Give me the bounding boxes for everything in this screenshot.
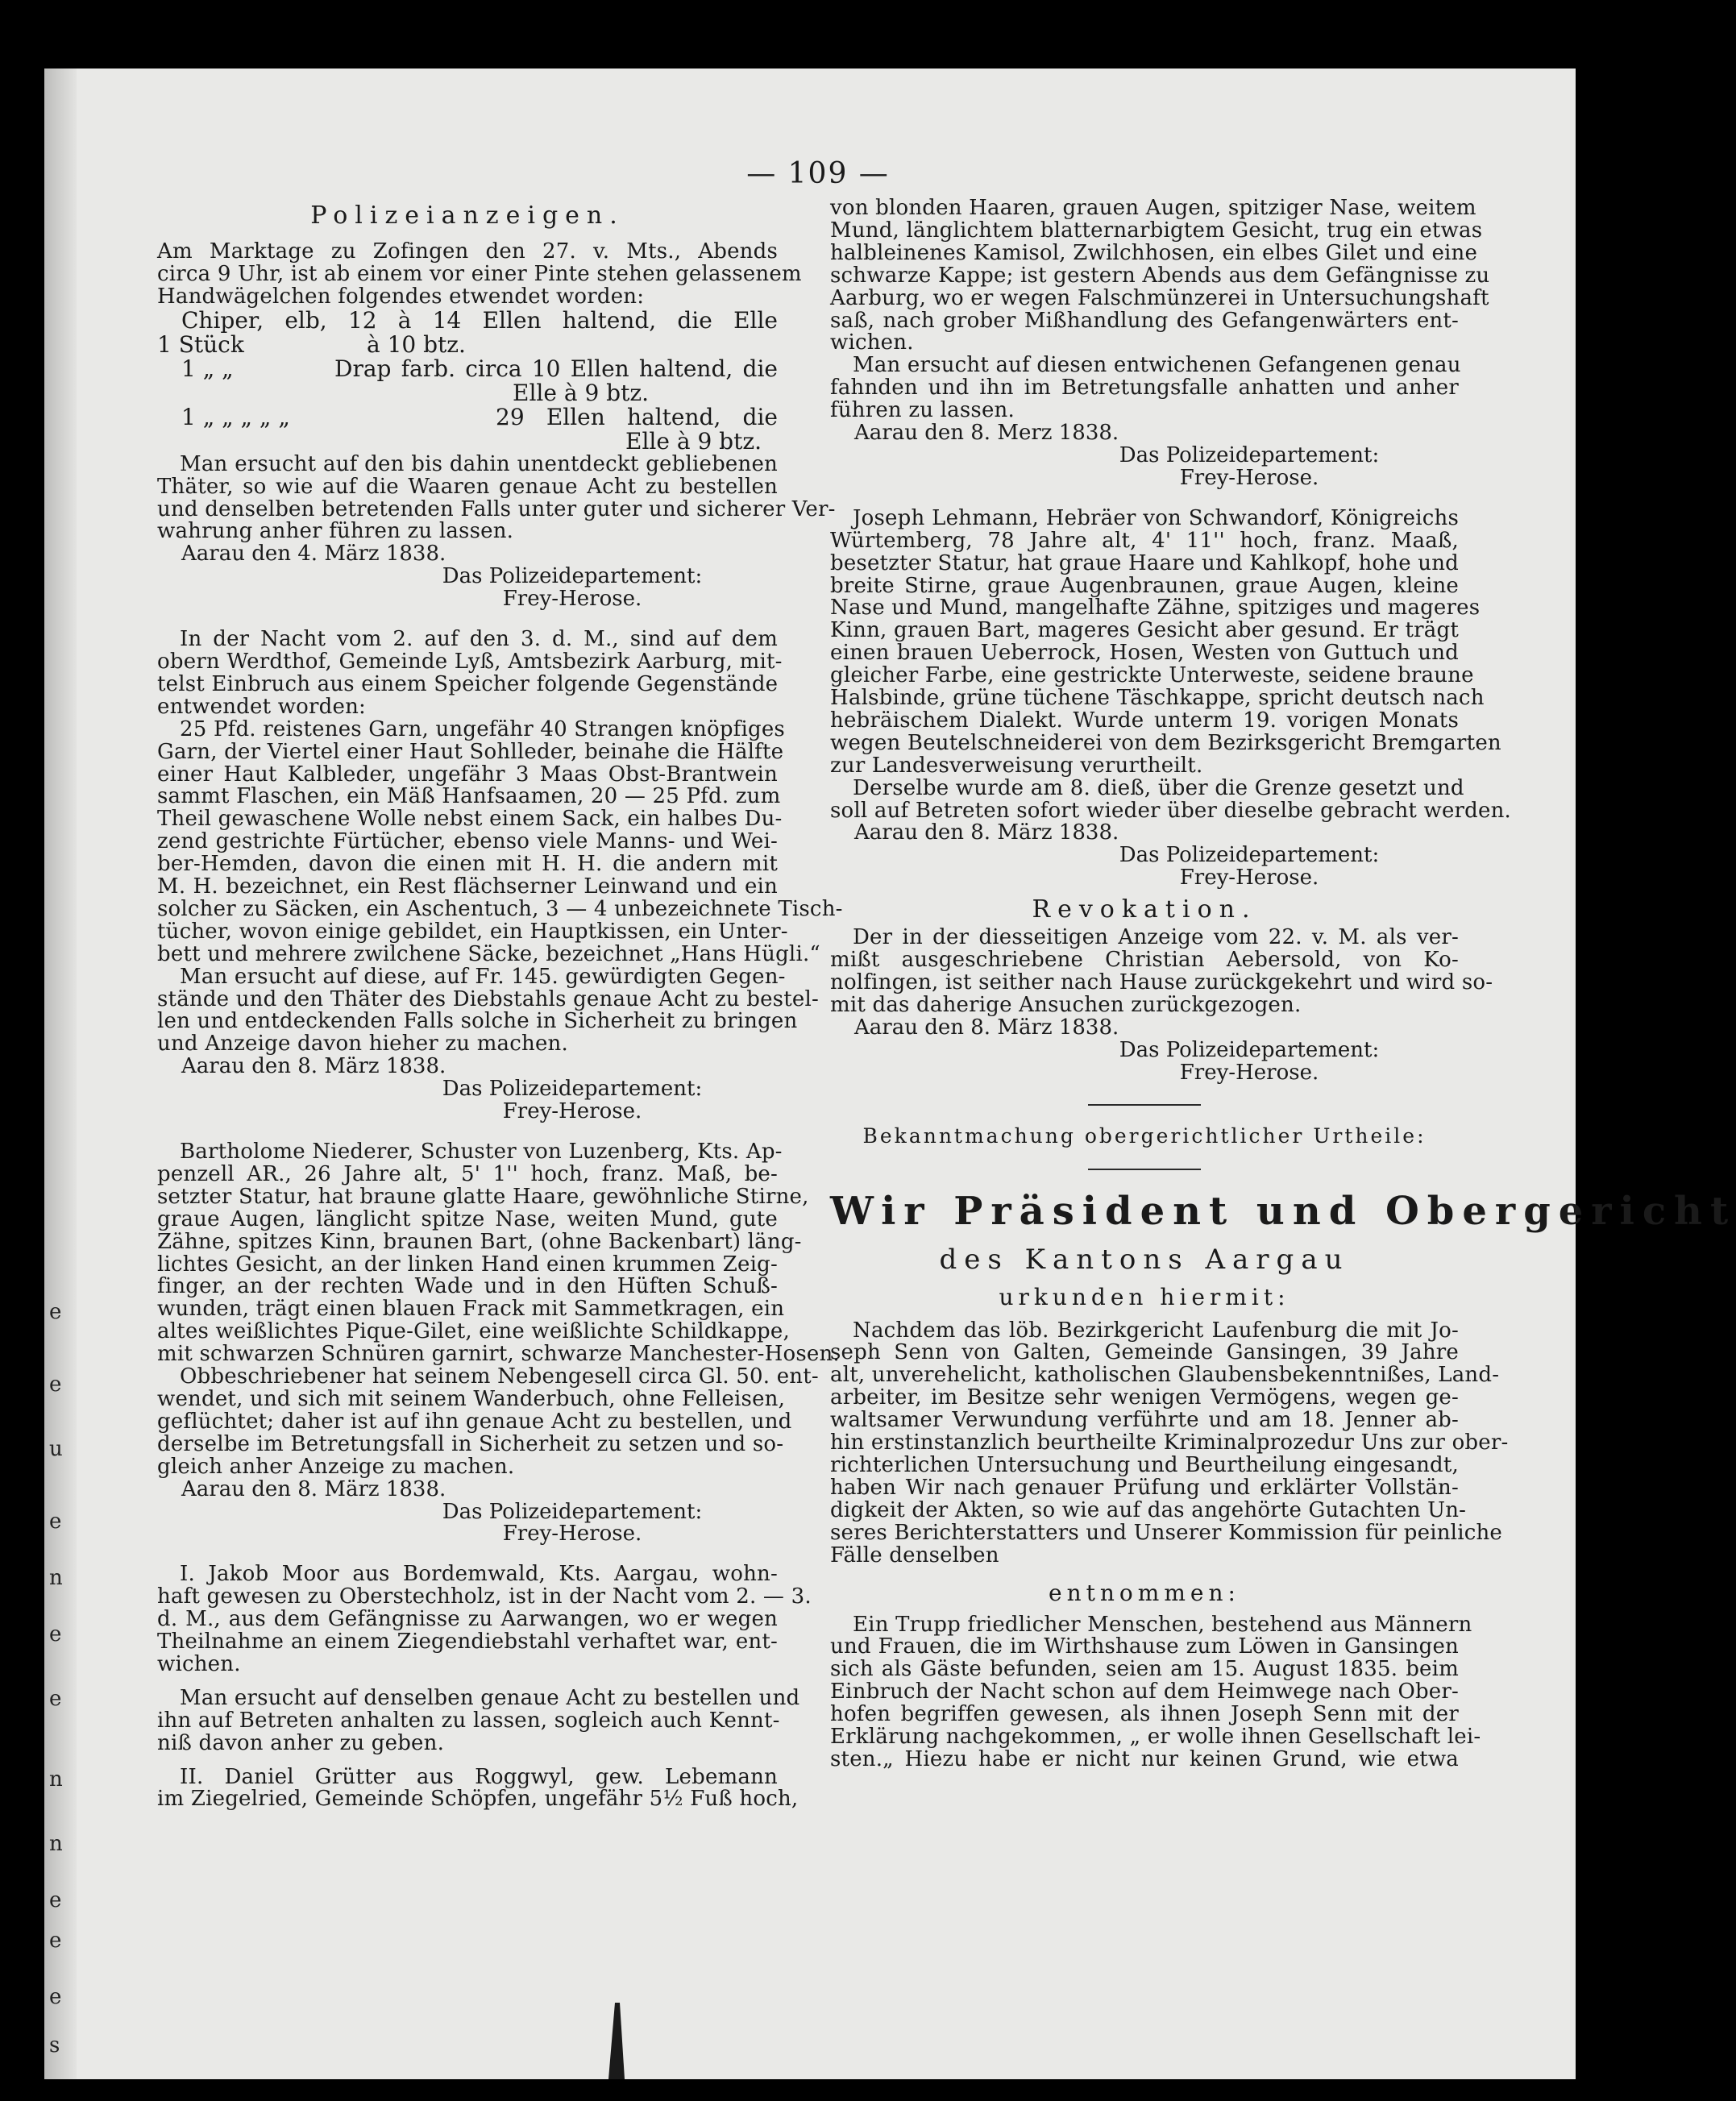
text-line: im Ziegelried, Gemeinde Schöpfen, ungefähr 5½ Fuß hoch,: [157, 1787, 799, 1812]
text-line: soll auf Betreten sofort wieder über dieselbe gebracht werden.: [830, 798, 1512, 823]
signature-name: Frey-Herose.: [1179, 1060, 1319, 1085]
text-line: einer Haut Kalbleder, ungefähr 3 Maas Obst-Brantwein: [157, 762, 778, 787]
dateline: Aarau den 8. März 1838.: [854, 1015, 1119, 1040]
margin-char: n: [49, 1767, 63, 1792]
text-line: Handwägelchen folgendes etwendet worden:: [157, 284, 645, 309]
notice-market-theft: [157, 239, 836, 612]
text-line: 25 Pfd. reistenes Garn, ungefähr 40 Strangen knöpfiges: [180, 716, 785, 741]
text-line: telst Einbruch aus einem Speicher folgende Gegenstände: [157, 671, 779, 696]
text-line: Ein Trupp friedlicher Menschen, bestehend aus Männern: [853, 1612, 1472, 1637]
text-line: sich als Gäste befunden, seien am 15. August 1835. beim: [830, 1657, 1459, 1682]
text-line: halbleinenes Kamisol, Zwilchhosen, ein elbes Gilet und eine: [830, 240, 1478, 265]
item-cont: à 10 btz.: [367, 330, 466, 358]
text-line: Fälle denselben: [830, 1543, 999, 1567]
revocation-heading: Revokation.: [1032, 895, 1257, 924]
item-line: [157, 330, 778, 358]
text-line: wunden, trägt einen blauen Frack mit Sammetkragen, ein: [157, 1297, 785, 1322]
text-line: gleich anher Anzeige zu machen.: [157, 1454, 515, 1479]
signature-name: Frey-Herose.: [502, 1522, 642, 1547]
text-line: führen zu lassen.: [830, 398, 1015, 423]
notice-revocation: [830, 895, 1493, 1085]
item-cont: Elle à 9 btz.: [513, 379, 649, 406]
text-line: I. Jakob Moor aus Bordemwald, Kts. Aargau, wohn-: [180, 1562, 778, 1587]
text-line: Theil gewaschene Wolle nebst einem Sack, ein halbes Du-: [157, 807, 783, 832]
notice-lehmann: [830, 505, 1512, 891]
margin-char: n: [49, 1566, 63, 1590]
text-line: geflüchtet; daher ist auf ihn genaue Acht zu bestellen, und: [157, 1409, 792, 1434]
item-qty: 1 Stück: [157, 330, 244, 358]
text-line: Nachdem das löb. Bezirkgericht Laufenburg die mit Jo-: [853, 1318, 1459, 1343]
text-line: wahrung anher führen zu lassen.: [157, 519, 514, 544]
text-line: Kinn, grauen Bart, mageres Gesicht aber gesund. Er trägt: [830, 618, 1459, 643]
text-line: ihn auf Betreten anhalten zu lassen, sogleich auch Kennt-: [157, 1708, 780, 1733]
text-line: Nase und Mund, mangelhafte Zähne, spitziges und mageres: [830, 596, 1481, 621]
notice-continuation: [830, 196, 1490, 490]
taken-heading: entnommen:: [1049, 1579, 1240, 1606]
text-line: Bartholome Niederer, Schuster von Luzenberg, Kts. Ap-: [180, 1140, 783, 1164]
text-line: mit das daherige Ansuchen zurückgezogen.: [830, 992, 1302, 1017]
text-line: M. H. bezeichnet, ein Rest flächserner Leinwand und ein: [157, 874, 778, 899]
text-line: nolfingen, ist seither nach Hause zurückgekehrt und wird so-: [830, 970, 1493, 994]
item-line: [157, 306, 778, 334]
text-line: schwarze Kappe; ist gestern Abends aus dem Gefängnisse zu: [830, 263, 1490, 288]
text-line: alt, unverehelicht, katholischen Glaubensbekenntnißes, Land-: [830, 1363, 1500, 1388]
text-line: und Frauen, die im Wirthshause zum Löwen in Gansingen: [830, 1634, 1459, 1659]
text-line: tücher, wovon einige gebildet, ein Hauptkissen, ein Unter-: [157, 919, 788, 944]
signature-name: Frey-Herose.: [502, 1099, 642, 1124]
signature-title: Das Polizeidepartement:: [1119, 442, 1380, 467]
margin-char: e: [49, 1300, 62, 1324]
text-line: II. Daniel Grütter aus Roggwyl, gew. Lebemann: [180, 1764, 778, 1789]
court-formula: urkunden hiermit:: [999, 1283, 1290, 1310]
text-line: altes weißlichtes Pique-Gilet, eine weißlichte Schildkappe,: [157, 1319, 790, 1344]
text-line: hebräischem Dialekt. Wurde unterm 19. vorigen Monats: [830, 708, 1459, 733]
text-line: Einbruch der Nacht schon auf dem Heimwege nach Ober-: [830, 1680, 1459, 1704]
margin-char: e: [49, 1687, 62, 1711]
text-line: d. M., aus dem Gefängnisse zu Aarwangen, wo er wegen: [157, 1607, 778, 1632]
text-line: solcher zu Säcken, ein Aschentuch, 3 — 4 unbezeichnete Tisch-: [157, 896, 843, 921]
text-line: saß, nach grober Mißhandlung des Gefangenwärters ent-: [830, 308, 1459, 333]
right-column: [830, 196, 1736, 1771]
text-line: setzter Statur, hat braune glatte Haare, gewöhnliche Stirne,: [157, 1184, 809, 1209]
section-heading: Polizeianzeigen.: [310, 201, 625, 230]
text-line: gleicher Farbe, eine gestrickte Unterweste, seidene braune: [830, 663, 1474, 688]
text-line: Man ersucht auf diese, auf Fr. 145. gewürdigten Gegen-: [180, 964, 786, 989]
text-line: seres Berichterstatters und Unserer Kommission für peinliche: [830, 1520, 1503, 1545]
signature-title: Das Polizeidepartement:: [1119, 843, 1380, 868]
item-desc: Drap farb. circa 10 Ellen haltend, die: [334, 355, 778, 382]
text-line: fahnden und ihn im Betretungsfalle anhatten und anher: [830, 376, 1459, 401]
text-line: breite Stirne, graue Augenbraunen, graue Augen, kleine: [830, 573, 1459, 598]
judgment-facts: [830, 1612, 1481, 1771]
dateline: Aarau den 8. März 1838.: [181, 1054, 446, 1079]
announcement-heading: Bekanntmachung obergerichtlicher Urtheile:: [862, 1123, 1427, 1148]
divider: [1088, 1104, 1201, 1106]
text-line: Am Marktage zu Zofingen den 27. v. Mts., Abends: [157, 239, 778, 264]
court-title: Wir Präsident und Obergericht: [830, 1188, 1736, 1234]
text-line: obern Werdthof, Gemeinde Lyß, Amtsbezirk Aarburg, mit-: [157, 649, 783, 674]
text-line: Mund, länglichtem blatternarbigtem Gesicht, trug ein etwas: [830, 218, 1483, 243]
left-column: [157, 197, 843, 1812]
text-line: Obbeschriebener hat seinem Nebengesell circa Gl. 50. ent-: [180, 1364, 819, 1389]
notice-fugitive-niederer: [157, 1140, 840, 1547]
item-cont: Elle à 9 btz.: [625, 427, 762, 455]
notice-burglary: [157, 627, 843, 1124]
dateline: Aarau den 8. März 1838.: [854, 820, 1119, 845]
text-line: wendet, und sich mit seinem Wanderbuch, ohne Felleisen,: [157, 1386, 786, 1411]
text-line: haben Wir nach genauer Prüfung und erklärter Vollstän-: [830, 1475, 1459, 1500]
item-qty: 1 „ „: [181, 355, 234, 382]
margin-char: e: [49, 1929, 62, 1953]
item-qty: 1 „ „ „ „ „: [181, 403, 290, 430]
text-line: sten.„ Hiezu habe er nicht nur keinen Grund, wie etwa: [830, 1746, 1459, 1771]
text-line: lichtes Gesicht, an der linken Hand einen krummen Zeig-: [157, 1252, 778, 1277]
signature-name: Frey-Herose.: [1179, 465, 1319, 490]
text-line: zur Landesverweisung verurtheilt.: [830, 753, 1203, 778]
text-line: Halsbinde, grüne tüchene Täschkappe, spricht deutsch nach: [830, 686, 1485, 711]
margin-char: e: [49, 1888, 62, 1912]
text-line: Zähne, spitzes Kinn, braunen Bart, (ohne Backenbart) läng-: [157, 1229, 802, 1254]
text-line: Joseph Lehmann, Hebräer von Schwandorf, Königreichs: [853, 505, 1459, 530]
item-desc: Chiper, elb, 12 à 14 Ellen haltend, die Elle: [181, 306, 778, 334]
text-line: ber-Hemden, davon die einen mit H. H. die andern mit: [157, 852, 778, 877]
judgment-intro: [830, 1318, 1509, 1567]
signature-name: Frey-Herose.: [502, 587, 642, 612]
margin-char: e: [49, 1372, 62, 1397]
text-line: hofen begriffen gewesen, als ihnen Joseph Senn mit der: [830, 1702, 1459, 1727]
divider: [1088, 1169, 1201, 1170]
margin-char: e: [49, 1985, 62, 2009]
text-line: graue Augen, länglicht spitze Nase, weiten Mund, gute: [157, 1206, 778, 1231]
text-line: Der in der diesseitigen Anzeige vom 22. v. M. als ver-: [853, 925, 1459, 950]
previous-page-edge: [44, 69, 77, 2079]
item-line: [157, 357, 778, 381]
text-line: Theilnahme an einem Ziegendiebstahl verhaftet war, ent-: [157, 1630, 778, 1655]
margin-char: e: [49, 1509, 62, 1534]
text-line: Derselbe wurde am 8. dieß, über die Grenze gesetzt und: [853, 775, 1464, 800]
text-line: wichen.: [157, 1651, 241, 1676]
text-line: einen brauen Ueberrock, Hosen, Westen von Guttuch und: [830, 641, 1459, 666]
text-line: Garn, der Viertel einer Haut Sohlleder, beinahe die Hälfte: [157, 739, 784, 764]
text-line: hin erstinstanzlich beurtheilte Kriminalprozedur Uns zur ober-: [830, 1430, 1509, 1455]
text-line: entwendet worden:: [157, 694, 366, 719]
signature-title: Das Polizeidepartement:: [442, 564, 703, 589]
signature-title: Das Polizeidepartement:: [442, 1499, 703, 1524]
notice-fugitive-moor: [157, 1562, 812, 1812]
text-line: bett und mehrere zwilchene Säcke, bezeichnet „Hans Hügli.“: [157, 941, 820, 966]
text-line: waltsamer Verwundung verführte und am 18. Jenner ab-: [830, 1408, 1459, 1433]
text-line: len und entdeckenden Falls solche in Sicherheit zu bringen: [157, 1009, 798, 1034]
text-line: und Anzeige davon hieher zu machen.: [157, 1032, 568, 1057]
dateline: Aarau den 8. März 1838.: [181, 1476, 446, 1501]
paper-tear: [608, 2003, 625, 2079]
text-line: In der Nacht vom 2. auf den 3. d. M., sind auf dem: [180, 627, 778, 652]
text-line: digkeit der Akten, so wie auf das angehörte Gutachten Un-: [830, 1497, 1467, 1522]
text-line: stände und den Thäter des Diebstahls genaue Acht zu bestel-: [157, 986, 819, 1011]
text-line: derselbe im Betretungsfall in Sicherheit zu setzen und so-: [157, 1431, 784, 1456]
text-line: penzell AR., 26 Jahre alt, 5' 1'' hoch, franz. Maß, be-: [157, 1161, 778, 1186]
margin-char: s: [49, 2033, 60, 2057]
item-desc: 29 Ellen haltend, die: [496, 403, 778, 430]
text-line: haft gewesen zu Oberstechholz, ist in der Nacht vom 2. — 3.: [157, 1584, 812, 1609]
text-line: Würtemberg, 78 Jahre alt, 4' 11'' hoch, franz. Maaß,: [830, 528, 1459, 553]
text-line: mißt ausgeschriebene Christian Aebersold, von Ko-: [830, 948, 1459, 973]
text-line: circa 9 Uhr, ist ab einem vor einer Pinte stehen gelassenem: [157, 261, 802, 286]
text-line: finger, an der rechten Wade und in den Hüften Schuß-: [157, 1274, 778, 1299]
signature-title: Das Polizeidepartement:: [1119, 1037, 1380, 1062]
text-line: wegen Beutelschneiderei von dem Bezirksgericht Bremgarten: [830, 730, 1501, 755]
text-line: Man ersucht auf denselben genaue Acht zu bestellen und: [180, 1685, 800, 1710]
text-line: Man ersucht auf diesen entwichenen Gefangenen genau: [853, 353, 1461, 378]
text-line: und denselben betretenden Falls unter guter und sicherer Ver-: [157, 496, 836, 521]
dateline: Aarau den 8. Merz 1838.: [854, 421, 1119, 446]
text-line: richterlichen Untersuchung und Beurtheilung eingesandt,: [830, 1452, 1459, 1477]
margin-char: e: [49, 1622, 62, 1646]
text-line: niß davon anher zu geben.: [157, 1730, 445, 1755]
text-line: von blonden Haaren, grauen Augen, spitziger Nase, weitem: [830, 196, 1476, 220]
court-subtitle: des Kantons Aargau: [939, 1243, 1350, 1276]
text-line: Aarburg, wo er wegen Falschmünzerei in Untersuchungshaft: [830, 285, 1489, 310]
margin-char: n: [49, 1832, 63, 1856]
text-line: mit schwarzen Schnüren garnirt, schwarze Manchester-Hosen.: [157, 1342, 840, 1367]
text-line: seph Senn von Galten, Gemeinde Gansingen, 39 Jahre: [830, 1340, 1459, 1365]
document-page: [44, 69, 1736, 2079]
text-line: wichen.: [830, 330, 914, 355]
text-line: sammt Flaschen, ein Mäß Hanfsaamen, 20 — 25 Pfd. zum: [157, 784, 781, 809]
signature-name: Frey-Herose.: [1179, 866, 1319, 891]
signature-title: Das Polizeidepartement:: [442, 1077, 703, 1102]
dateline: Aarau den 4. März 1838.: [181, 542, 446, 567]
text-line: Thäter, so wie auf die Waaren genaue Acht zu bestellen: [157, 474, 778, 499]
text-line: Man ersucht auf den bis dahin unentdeckt gebliebenen: [180, 451, 778, 476]
text-line: Erklärung nachgekommen, „ er wolle ihnen Gesellschaft lei-: [830, 1725, 1481, 1750]
text-line: arbeiter, im Besitze sehr wenigen Vermögens, wegen ge-: [830, 1385, 1459, 1410]
item-line: [157, 405, 778, 430]
text-line: zend gestrichte Fürtücher, ebenso viele Manns- und Wei-: [157, 829, 778, 854]
margin-char: u: [49, 1437, 63, 1461]
page-number: — 109 —: [746, 157, 890, 190]
text-line: besetzter Statur, hat graue Haare und Kahlkopf, hohe und: [830, 550, 1459, 575]
